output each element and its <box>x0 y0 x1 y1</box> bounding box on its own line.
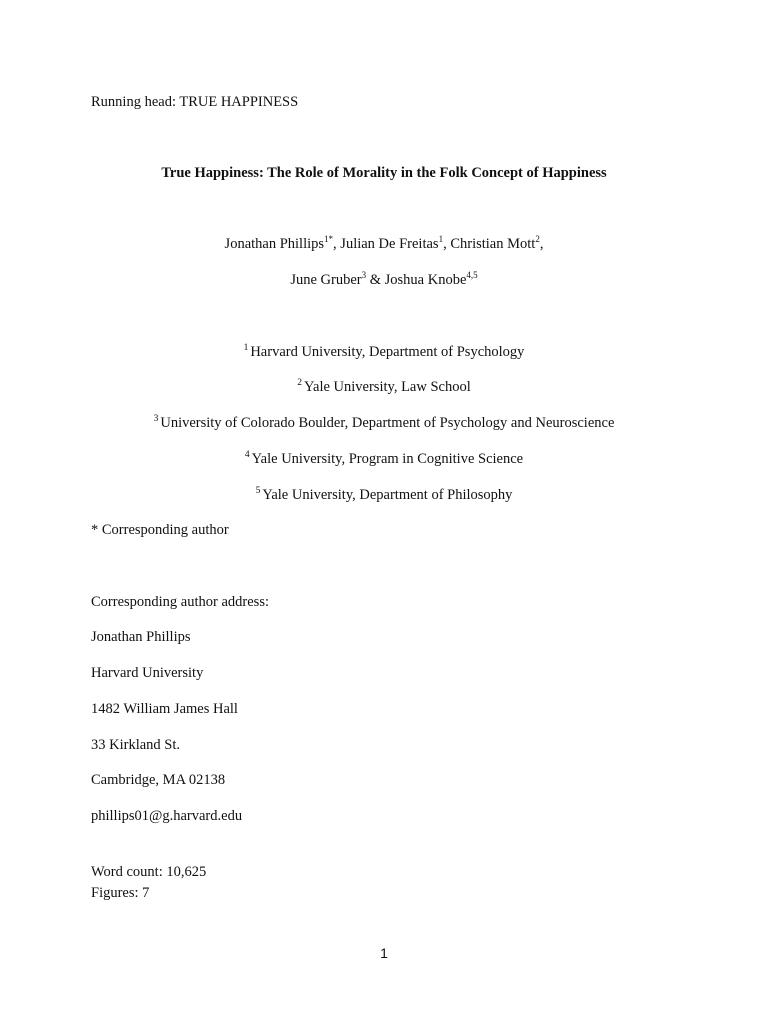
running-head: Running head: TRUE HAPPINESS <box>91 94 299 110</box>
author-name: June Gruber <box>290 272 362 288</box>
author-name: Christian Mott <box>450 236 536 252</box>
address-city: Cambridge, MA 02138 <box>91 772 226 788</box>
word-count: Word count: 10,625 <box>91 864 207 880</box>
address-name: Jonathan Phillips <box>91 629 191 645</box>
author-name: Julian De Freitas <box>340 236 439 252</box>
author-affiliation-marker: 2 <box>535 234 540 244</box>
affiliation-number: 2 <box>297 378 302 388</box>
authors-line-2 <box>0 271 768 289</box>
address-street: 1482 William James Hall <box>91 701 238 717</box>
address-email: phillips01@g.harvard.edu <box>91 808 243 824</box>
affiliation-line <box>0 378 768 398</box>
author-name: Jonathan Phillips <box>224 236 325 252</box>
affiliation-text: University of Colorado Boulder, Department of Psychology and Neuroscience <box>160 415 615 431</box>
author-name: Joshua Knobe <box>384 272 467 288</box>
author-affiliation-marker: 1 <box>438 234 444 244</box>
address-street: 33 Kirkland St. <box>91 737 181 753</box>
affiliation-line <box>0 486 768 506</box>
author-separator: , <box>443 236 451 252</box>
author-affiliation-marker: 4,5 <box>466 270 478 280</box>
paper-title: True Happiness: The Role of Morality in the Folk Concept of Happiness <box>161 165 607 181</box>
address-institution: Harvard University <box>91 665 204 681</box>
affiliation-text: Yale University, Law School <box>304 379 471 395</box>
affiliation-line <box>0 343 768 363</box>
affiliation-line <box>0 414 768 434</box>
author-separator: & <box>366 272 385 288</box>
author-affiliation-marker: 1* <box>324 234 334 244</box>
corresponding-author-note: * Corresponding author <box>91 522 229 538</box>
authors-line-1 <box>0 235 768 253</box>
affiliation-text: Harvard University, Department of Psychology <box>250 344 525 360</box>
address-heading: Corresponding author address: <box>91 594 269 610</box>
affiliation-number: 1 <box>243 343 249 353</box>
figure-count: Figures: 7 <box>91 885 150 901</box>
affiliation-number: 4 <box>244 450 250 460</box>
affiliation-line <box>0 450 768 470</box>
affiliation-text: Yale University, Program in Cognitive Science <box>251 451 524 467</box>
page-number: 1 <box>380 945 388 961</box>
author-separator: , <box>333 236 341 252</box>
author-affiliation-marker: 3 <box>361 270 367 280</box>
affiliation-number: 3 <box>153 414 159 424</box>
author-separator: , <box>539 236 544 252</box>
affiliation-number: 5 <box>255 486 261 496</box>
affiliation-text: Yale University, Department of Philosophy <box>262 487 513 503</box>
